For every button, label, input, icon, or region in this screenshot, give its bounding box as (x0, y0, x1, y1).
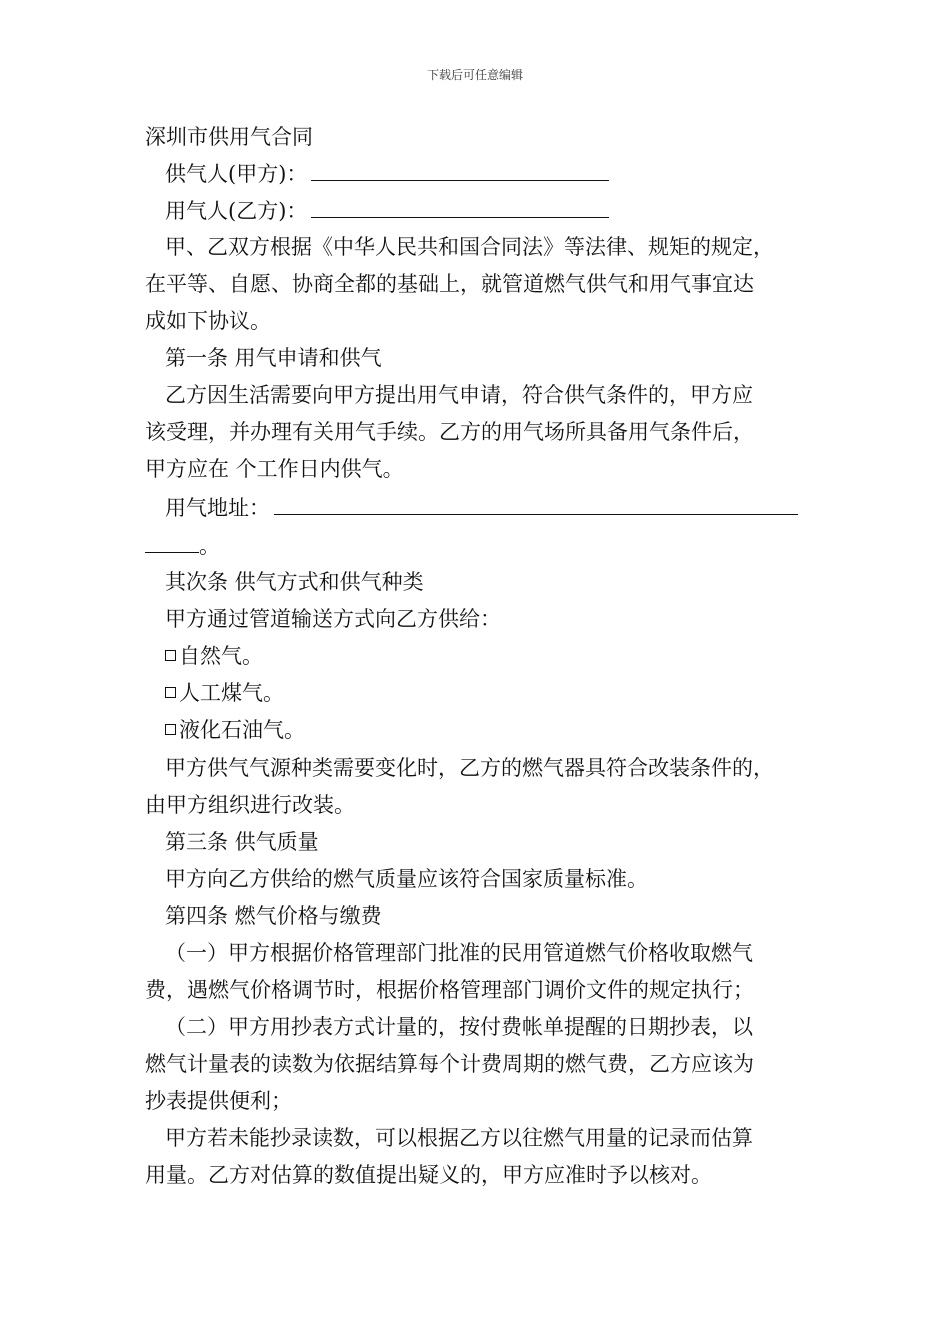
page-header: 下载后可任意编辑 (426, 68, 523, 82)
preamble-line: 甲、乙双方根据《中华人民共和国合同法》等法律、规矩的规定， (165, 235, 774, 259)
checkbox-icon (165, 687, 176, 698)
article-2-intro: 甲方通过管道输送方式向乙方供给： (165, 607, 501, 631)
checkbox-icon (165, 724, 176, 735)
address-label: 用气地址： (165, 496, 270, 520)
article-2-line: 甲方供气气源种类需要变化时，乙方的燃气器具符合改装条件的， (165, 756, 774, 780)
preamble-line: 在平等、自愿、协商全都的基础上，就管道燃气供气和用气事宜达 (145, 272, 754, 296)
address-blank (274, 494, 798, 515)
address-line-continued (145, 532, 815, 559)
document-title: 深圳市供用气合同 (145, 125, 313, 149)
party-a-label: 供气人(甲方)： (165, 162, 308, 186)
party-b-blank (311, 197, 609, 218)
party-a-line (165, 160, 835, 187)
article-3-line: 甲方向乙方供给的燃气质量应该符合国家质量标准。 (165, 867, 648, 891)
article-1-title: 第一条 用气申请和供气 (165, 346, 382, 370)
article-1-line: 该受理，并办理有关用气手续。乙方的用气场所具备用气条件后， (145, 420, 754, 444)
article-1-line: 乙方因生活需要向甲方提出用气申请，符合供气条件的，甲方应 (165, 383, 753, 407)
gas-option-label: 液化石油气。 (179, 718, 305, 742)
article-4-line: （一）甲方根据价格管理部门批准的民用管道燃气价格收取燃气 (165, 941, 753, 965)
gas-option (165, 680, 835, 706)
party-b-line (165, 197, 835, 224)
article-4-line: 费，遇燃气价格调节时，根据价格管理部门调价文件的规定执行； (145, 978, 754, 1002)
address-line (165, 494, 835, 521)
preamble-line: 成如下协议。 (145, 309, 271, 333)
article-4-title: 第四条 燃气价格与缴费 (165, 904, 382, 928)
gas-option (165, 643, 835, 669)
checkbox-icon (165, 650, 176, 661)
article-4-line: 用量。乙方对估算的数值提出疑义的，甲方应准时予以核对。 (145, 1163, 712, 1187)
article-2-title: 其次条 供气方式和供气种类 (165, 570, 424, 594)
article-2-line: 由甲方组织进行改装。 (145, 793, 355, 817)
article-1-line: 甲方应在 个工作日内供气。 (145, 457, 404, 481)
gas-option-label: 人工煤气。 (179, 681, 284, 705)
address-end: 。 (199, 534, 220, 558)
party-a-blank (311, 160, 609, 181)
address-blank-tail (145, 532, 199, 553)
party-b-label: 用气人(乙方)： (165, 199, 308, 223)
gas-option (165, 717, 835, 743)
article-4-line: 燃气计量表的读数为依据结算每个计费周期的燃气费，乙方应该为 (145, 1052, 754, 1076)
gas-option-label: 自然气。 (179, 644, 263, 668)
article-3-title: 第三条 供气质量 (165, 830, 319, 854)
article-4-line: （二）甲方用抄表方式计量的，按付费帐单提醒的日期抄表，以 (165, 1015, 753, 1039)
article-4-line: 抄表提供便利； (145, 1089, 292, 1113)
article-4-line: 甲方若未能抄录读数，可以根据乙方以往燃气用量的记录而估算 (165, 1126, 753, 1150)
